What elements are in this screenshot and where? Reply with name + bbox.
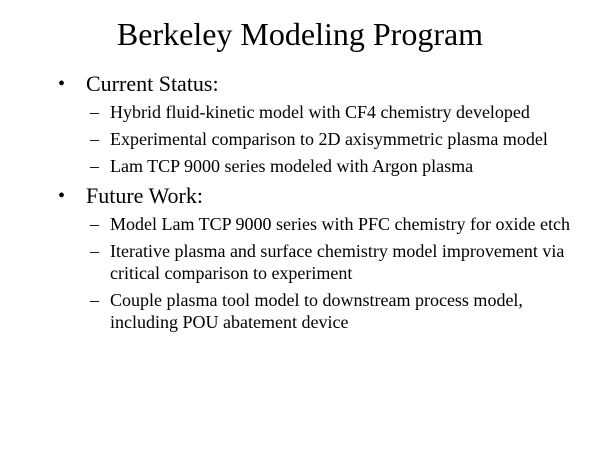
dash-icon: – xyxy=(90,214,99,234)
list-item-text: Lam TCP 9000 series modeled with Argon plasma xyxy=(110,156,474,176)
dash-icon: – xyxy=(90,290,99,310)
bullet-icon: • xyxy=(58,73,66,95)
list-item-text: Model Lam TCP 9000 series with PFC chemistry for oxide etch xyxy=(110,214,570,234)
slide-title: Berkeley Modeling Program xyxy=(116,16,484,52)
list-item-text: Couple plasma tool model to downstream process model, including POU abatement device xyxy=(110,290,523,332)
list-item xyxy=(58,240,578,284)
dash-icon: – xyxy=(90,241,99,261)
section-heading xyxy=(58,70,578,98)
sub-list xyxy=(58,101,578,177)
bullet-list xyxy=(58,70,578,338)
section-current-status xyxy=(58,70,578,177)
section-heading-text: Future Work: xyxy=(86,183,203,208)
section-heading xyxy=(58,182,578,210)
dash-icon: – xyxy=(90,156,99,176)
sub-list xyxy=(58,213,578,333)
dash-icon: – xyxy=(90,129,99,149)
dash-icon: – xyxy=(90,102,99,122)
bullet-icon: • xyxy=(58,185,66,207)
list-item-text: Hybrid fluid-kinetic model with CF4 chemistry developed xyxy=(110,102,530,122)
list-item xyxy=(58,213,578,235)
list-item xyxy=(58,101,578,123)
list-item-text: Experimental comparison to 2D axisymmetric plasma model xyxy=(110,129,548,149)
list-item xyxy=(58,128,578,150)
list-item-text: Iterative plasma and surface chemistry model improvement via critical comparison to experiment xyxy=(110,241,565,283)
section-future-work xyxy=(58,182,578,333)
list-item xyxy=(58,289,578,333)
list-item xyxy=(58,155,578,177)
section-heading-text: Current Status: xyxy=(86,71,219,96)
